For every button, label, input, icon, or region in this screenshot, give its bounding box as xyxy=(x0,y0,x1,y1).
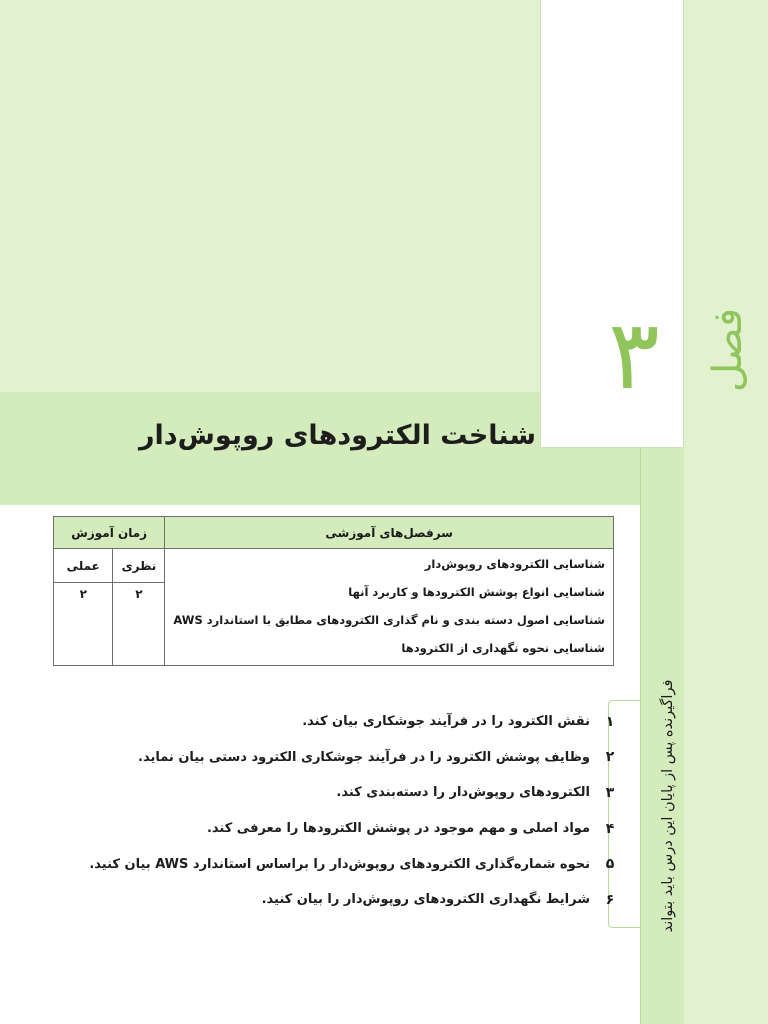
objective-number: ۳ xyxy=(605,784,615,801)
side-strip-edge xyxy=(640,448,641,1024)
objective-number: ۶ xyxy=(605,891,615,908)
practical-hours: ۲ xyxy=(54,583,113,666)
topic-item: شناسایی نحوه نگهداری از الکترودها xyxy=(401,641,605,655)
chapter-title: شناخت الکترودهای روپوش‌دار xyxy=(138,420,536,451)
time-header: زمان آموزش xyxy=(54,517,165,549)
objective-number: ۲ xyxy=(605,749,615,766)
list-item xyxy=(60,882,630,918)
list-item xyxy=(60,704,630,740)
chapter-label: فصل xyxy=(705,307,751,393)
objective-number: ۴ xyxy=(605,820,615,837)
practical-header: عملی xyxy=(54,549,113,583)
theory-header: نظری xyxy=(113,549,165,583)
topics-header: سرفصل‌های آموزشی xyxy=(165,517,614,549)
header-background xyxy=(0,0,540,392)
training-info-table xyxy=(53,516,614,666)
theory-hours: ۲ xyxy=(113,583,165,666)
topic-item: شناسایی الکترودهای روپوش‌دار xyxy=(424,557,605,571)
objective-text: شرایط نگهداری الکترودهای روپوش‌دار را بیان کنید. xyxy=(261,892,590,908)
objective-number: ۱ xyxy=(605,713,615,730)
chapter-number: ۳ xyxy=(608,299,660,411)
objective-text: وظایف پوشش الکترود را در فرآیند جوشکاری الکترود دستی بیان نماید. xyxy=(138,749,590,765)
topic-item: شناسایی انواع پوشش الکترودها و کاربرد آنها xyxy=(348,585,605,599)
list-item xyxy=(60,775,630,811)
list-item xyxy=(60,740,630,776)
objective-text: نحوه شماره‌گذاری الکترودهای روپوش‌دار را براساس استاندارد AWS بیان کنید. xyxy=(89,856,590,872)
objective-text: مواد اصلی و مهم موجود در پوشش الکترودها را معرفی کند. xyxy=(206,821,590,837)
objectives-list xyxy=(60,704,630,918)
topic-item: شناسایی اصول دسته بندی و نام گذاری الکترودهای مطابق با استاندارد AWS xyxy=(173,613,605,627)
right-margin-strip xyxy=(684,0,768,1024)
list-item xyxy=(60,811,630,847)
list-item xyxy=(60,846,630,882)
objectives-heading: فراگیرنده پس از پایان این درس باید بتواند xyxy=(660,679,676,933)
objective-number: ۵ xyxy=(605,856,615,873)
objective-text: نقش الکترود را در فرآیند جوشکاری بیان کند. xyxy=(302,714,590,730)
objective-text: الکترودهای روپوش‌دار را دسته‌بندی کند. xyxy=(336,785,590,801)
topics-cell xyxy=(165,549,614,666)
